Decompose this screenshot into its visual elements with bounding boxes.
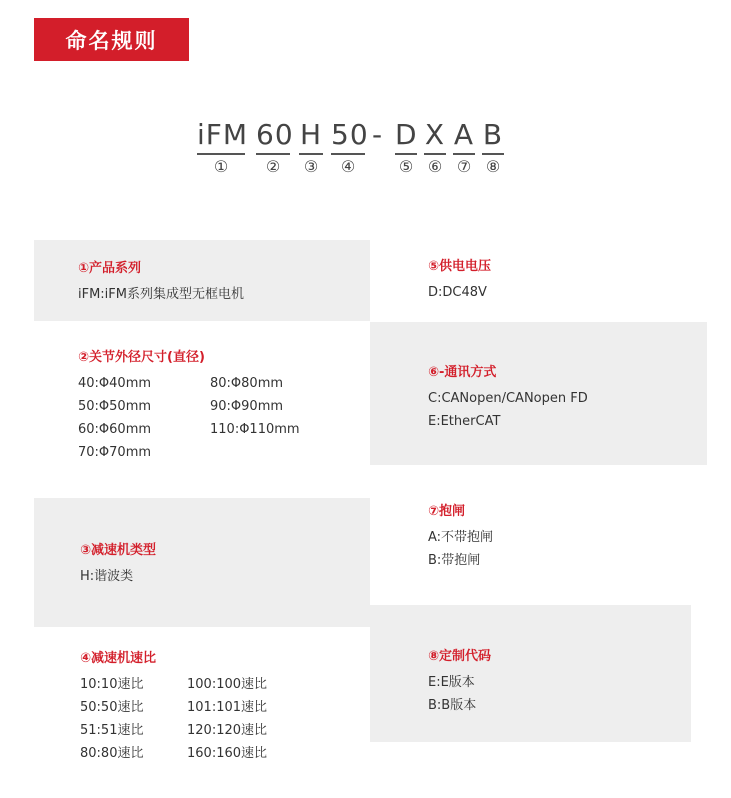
section-power [428, 258, 491, 304]
option-item: B:带抱闸 [428, 553, 481, 568]
code-segment-series [197, 118, 249, 177]
code-underline [299, 153, 323, 155]
code-index: ③ [303, 157, 319, 176]
option-item: iFM:iFM系列集成型无框电机 [78, 287, 244, 302]
option-item: 160:160速比 [187, 746, 268, 761]
section-title: ⑤供电电压 [428, 259, 492, 274]
code-segment-custom [482, 118, 504, 177]
option-item: 120:120速比 [187, 723, 268, 738]
option-item: B:B版本 [428, 698, 477, 713]
code-index: ④ [340, 157, 356, 176]
option-item: 40:Φ40mm [78, 376, 152, 391]
code-char: X [424, 118, 446, 151]
section-title: ①产品系列 [78, 261, 142, 276]
option-item: 100:100速比 [187, 677, 268, 692]
code-segment-brake [453, 118, 475, 177]
option-item: 110:Φ110mm [210, 422, 300, 437]
code-underline [453, 153, 475, 155]
option-item: 80:80速比 [80, 746, 144, 761]
panel-custom [370, 605, 691, 742]
code-underline [424, 153, 446, 155]
section-brake [428, 503, 493, 572]
code-char: 60 [256, 118, 294, 151]
code-underline [331, 153, 365, 155]
option-item: 101:101速比 [187, 700, 268, 715]
option-item: 10:10速比 [80, 677, 144, 692]
code-segment-comm [424, 118, 446, 177]
section-title: ②关节外径尺寸(直径) [78, 350, 205, 365]
page-title-banner [34, 18, 189, 61]
option-item: 51:51速比 [80, 723, 144, 738]
code-char: D [395, 118, 418, 151]
code-index: ⑥ [427, 157, 443, 176]
code-char: A [453, 118, 475, 151]
option-item: 50:50速比 [80, 700, 144, 715]
option-item: 60:Φ60mm [78, 422, 152, 437]
code-underline [197, 153, 245, 155]
code-index: ① [213, 157, 229, 176]
code-underline [256, 153, 290, 155]
section-title: ⑧定制代码 [428, 649, 492, 664]
option-item: C:CANopen/CANopen FD [428, 391, 588, 406]
section-title: ⑦抱闸 [428, 504, 466, 519]
section-title: ③减速机类型 [80, 543, 157, 558]
code-underline [395, 153, 417, 155]
option-item: 70:Φ70mm [78, 445, 152, 460]
option-item: E:E版本 [428, 675, 475, 690]
option-item: H:谐波类 [80, 569, 134, 584]
section-title: ④减速机速比 [80, 651, 157, 666]
code-char: iFM [197, 118, 249, 151]
section-product-series [78, 260, 244, 306]
code-segment-ratio [331, 118, 369, 177]
option-item: E:EtherCAT [428, 414, 501, 429]
section-title: ⑥-通讯方式 [428, 365, 497, 380]
section-reducer-ratio [80, 650, 267, 765]
code-index: ⑧ [485, 157, 501, 176]
code-index: ② [265, 157, 281, 176]
section-reducer-type [80, 542, 156, 588]
code-char: H [299, 118, 323, 151]
option-item: 80:Φ80mm [210, 376, 284, 391]
code-dash: - [372, 118, 383, 151]
code-underline [482, 153, 504, 155]
option-item: D:DC48V [428, 285, 487, 300]
option-item: 50:Φ50mm [78, 399, 152, 414]
section-diameter [78, 349, 300, 464]
section-comm [428, 364, 588, 433]
code-index: ⑦ [456, 157, 472, 176]
section-custom [428, 648, 491, 717]
option-item: 90:Φ90mm [210, 399, 284, 414]
code-segment-power [395, 118, 417, 177]
code-char: 50 [331, 118, 369, 151]
code-index: ⑤ [398, 157, 414, 176]
option-item: A:不带抱闸 [428, 530, 494, 545]
code-segment-reducer-type [299, 118, 323, 177]
code-segment-diameter [256, 118, 294, 177]
code-char: B [482, 118, 504, 151]
page-title: 命名规则 [65, 28, 158, 53]
